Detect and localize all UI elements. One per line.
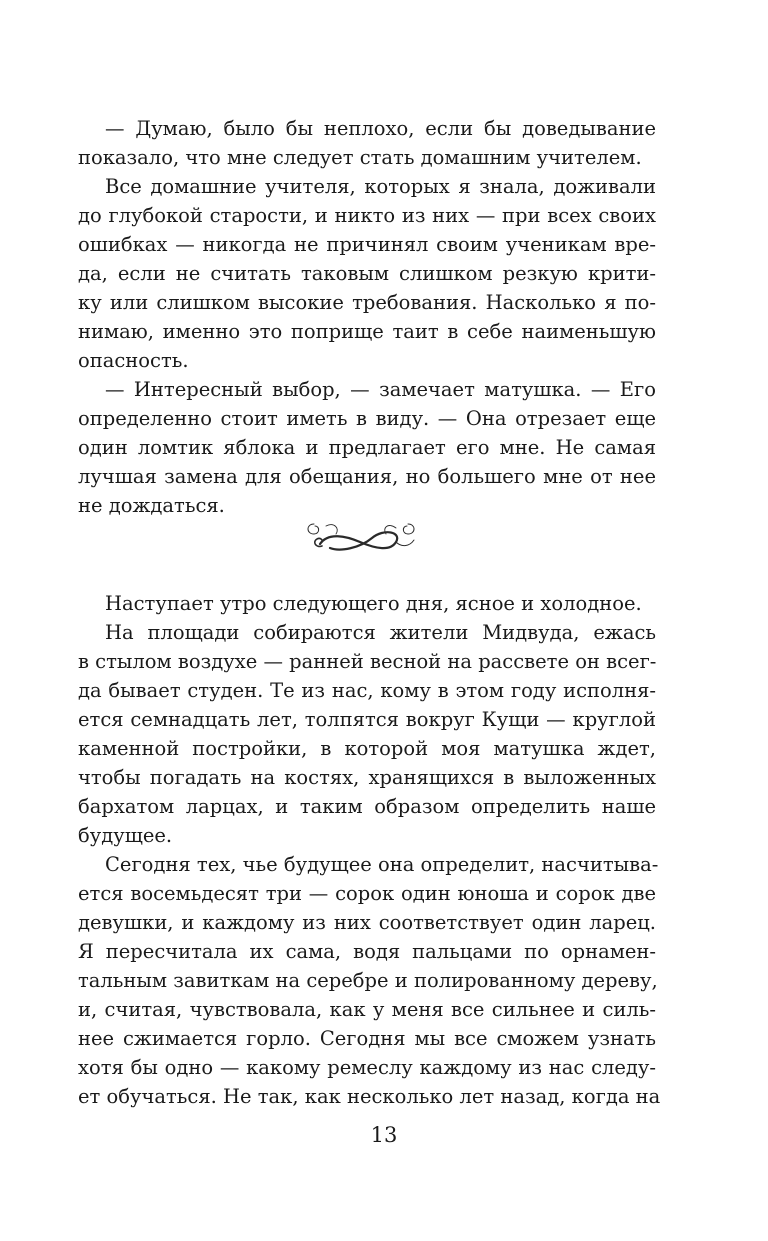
page-number: 13 xyxy=(370,1123,398,1147)
text-line: показало, что мне следует стать домашним учителем. xyxy=(78,146,642,169)
text-line: в стылом воздухе — ранней весной на рассвете он всег- xyxy=(78,650,657,673)
text-line: будущее. xyxy=(78,824,173,847)
text-line: ет обучаться. Не так, как несколько лет назад, когда на xyxy=(78,1085,661,1108)
text-line: ется семнадцать лет, толпятся вокруг Кущи — круглой xyxy=(78,708,656,731)
text-line: нимаю, именно это поприще таит в себе наименьшую xyxy=(78,320,656,343)
text-line: бархатом ларцах, и таким образом определить наше xyxy=(78,795,656,818)
text-section-2 xyxy=(78,589,661,1111)
text-line: до глубокой старости, и никто из них — при всех своих xyxy=(78,204,656,227)
text-line: Сегодня тех, чье будущее она определит, насчитыва- xyxy=(105,853,659,876)
text-line: опасность. xyxy=(78,349,189,372)
text-line: — Интересный выбор, — замечает матушка. — Его xyxy=(105,378,656,401)
text-line: ошибках — никогда не причинял своим ученикам вре- xyxy=(78,233,656,256)
text-line: ется восемьдесят три — сорок один юноша и сорок две xyxy=(78,882,656,905)
text-line: — Думаю, было бы неплохо, если бы доведывание xyxy=(105,117,656,140)
text-line: хотя бы одно — какому ремеслу каждому из нас следу- xyxy=(78,1056,656,1079)
text-line: Наступает утро следующего дня, ясное и холодное. xyxy=(105,592,642,615)
text-line: На площади собираются жители Мидвуда, ежась xyxy=(105,621,656,644)
text-line: чтобы погадать на костях, хранящихся в выложенных xyxy=(78,766,656,789)
text-line: лучшая замена для обещания, но большего мне от нее xyxy=(78,465,656,488)
text-line: и, считая, чувствовала, как у меня все сильнее и силь- xyxy=(78,998,656,1021)
text-line: Я пересчитала их сама, водя пальцами по орнамен- xyxy=(78,940,656,963)
text-line: один ломтик яблока и предлагает его мне. Не самая xyxy=(78,436,656,459)
text-line: не дождаться. xyxy=(78,494,225,517)
text-section-1 xyxy=(78,114,656,520)
text-line: нее сжимается горло. Сегодня мы все сможем узнать xyxy=(78,1027,656,1050)
text-line: Все домашние учителя, которых я знала, доживали xyxy=(105,175,656,198)
text-line: девушки, и каждому из них соответствует один ларец. xyxy=(78,911,656,934)
text-line: да бывает студен. Те из нас, кому в этом году исполня- xyxy=(78,679,656,702)
text-line: да, если не считать таковым слишком резкую крити- xyxy=(78,262,656,285)
flourish-icon xyxy=(300,512,422,556)
text-line: тальным завиткам на серебре и полированному дереву, xyxy=(78,969,658,992)
text-line: каменной постройки, в которой моя матушка ждет, xyxy=(78,737,656,760)
text-line: определенно стоит иметь в виду. — Она отрезает еще xyxy=(78,407,656,430)
text-line: ку или слишком высокие требования. Насколько я по- xyxy=(78,291,656,314)
